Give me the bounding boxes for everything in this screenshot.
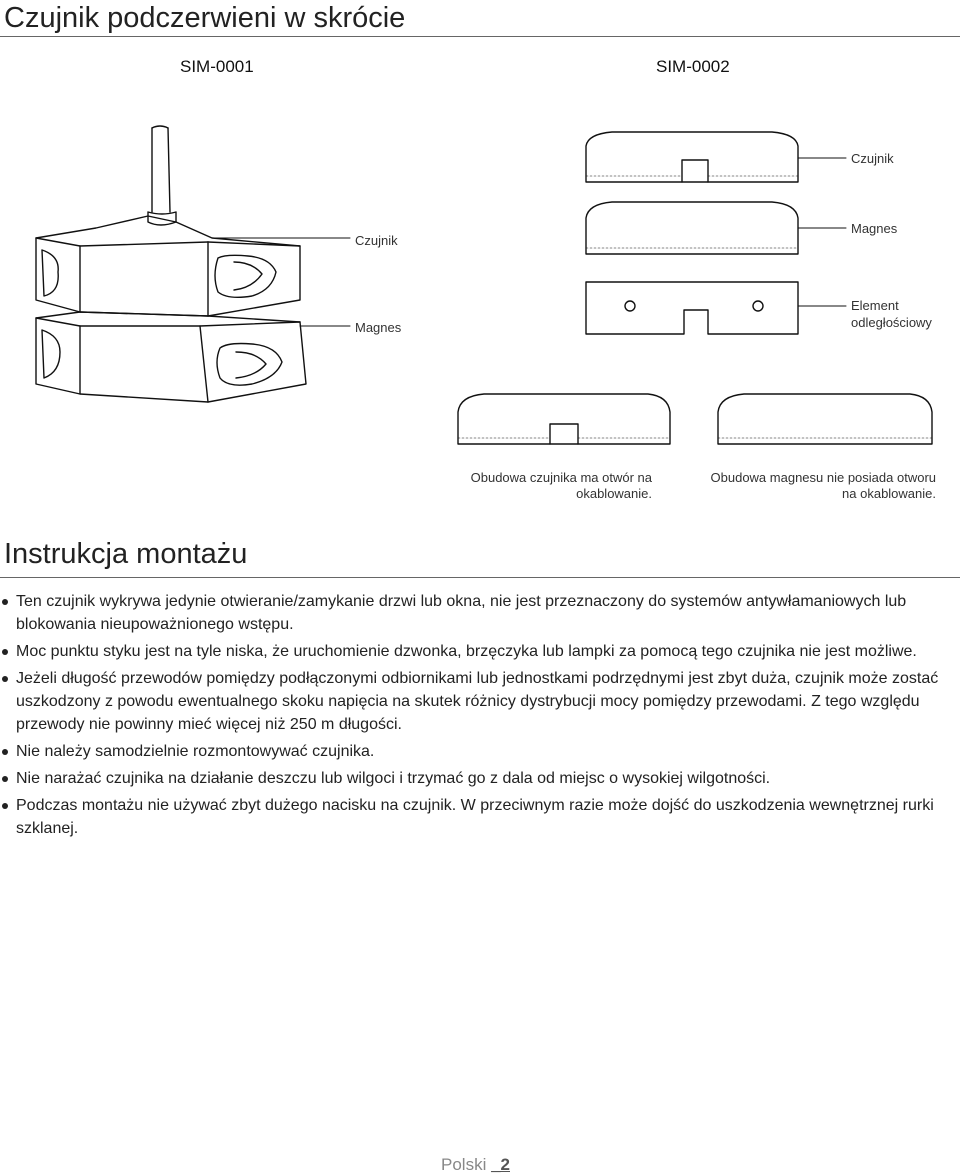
list-item: Jeżeli długość przewodów pomiędzy podłączonymi odbiornikami lub jednostkami podrzędnymi jest zbyt duża, czujnik może zostać uszkodzony z powodu ewentualnego skoku napięcia na skutek różnicy dystrybucji mocy pomiędzy przewodami. Z tego względu przewody nie powinny mieć więcej niż 250 m długości. bbox=[0, 667, 955, 736]
label-sensor-right: Czujnik bbox=[851, 151, 894, 166]
sim-0002-magnet-housing bbox=[586, 202, 798, 254]
sim-0001-cable bbox=[148, 126, 176, 225]
page-footer bbox=[441, 1154, 510, 1176]
caption-sensor-line2: okablowanie. bbox=[576, 486, 652, 501]
sim-0001-sensor-body bbox=[36, 216, 300, 316]
list-item: Nie narażać czujnika na działanie deszczu lub wilgoci i trzymać go z dala od miejsc o wysokiej wilgotności. bbox=[0, 767, 955, 790]
label-spacer-right-line1: Element bbox=[851, 298, 899, 313]
sim-0002-sensor-housing bbox=[586, 132, 798, 182]
installation-instructions-list bbox=[0, 590, 955, 844]
footer-language: Polski bbox=[441, 1155, 492, 1174]
magnet-housing-without-opening bbox=[718, 394, 932, 444]
list-item: Podczas montażu nie używać zbyt dużego nacisku na czujnik. W przeciwnym razie może dojść do uszkodzenia wewnętrznej rurki szklanej. bbox=[0, 794, 955, 840]
sim-0001-magnet-body bbox=[36, 312, 306, 402]
page-number: _2 bbox=[491, 1155, 510, 1174]
caption-magnet-line1: Obudowa magnesu nie posiada otworu bbox=[710, 470, 936, 485]
list-item: Moc punktu styku jest na tyle niska, że uruchomienie dzwonka, brzęczyka lub lampki za pomocą tego czujnika nie jest możliwe. bbox=[0, 640, 955, 663]
model-label-sim-0001: SIM-0001 bbox=[180, 57, 254, 76]
section-title-installation: Instrukcja montażu bbox=[4, 538, 248, 570]
caption-magnet-line2: na okablowanie. bbox=[842, 486, 936, 501]
caption-sensor-line1: Obudowa czujnika ma otwór na bbox=[470, 470, 652, 485]
label-sensor-left: Czujnik bbox=[355, 233, 398, 248]
sim-0002-spacer bbox=[586, 282, 798, 334]
section-title-overview: Czujnik podczerwieni w skrócie bbox=[4, 2, 406, 34]
label-magnet-left: Magnes bbox=[355, 320, 402, 335]
label-spacer-right-line2: odległościowy bbox=[851, 315, 932, 330]
sensor-housing-with-opening bbox=[458, 394, 670, 444]
list-item: Nie należy samodzielnie rozmontowywać czujnika. bbox=[0, 740, 955, 763]
label-magnet-right: Magnes bbox=[851, 221, 898, 236]
list-item: Ten czujnik wykrywa jedynie otwieranie/zamykanie drzwi lub okna, nie jest przeznaczony do systemów antywłamaniowych lub blokowania nieupoważnionego wstępu. bbox=[0, 590, 955, 636]
caption-sensor-housing bbox=[432, 470, 652, 502]
installation-divider bbox=[0, 577, 960, 578]
model-label-sim-0002: SIM-0002 bbox=[656, 57, 730, 76]
caption-magnet-housing bbox=[696, 470, 936, 502]
